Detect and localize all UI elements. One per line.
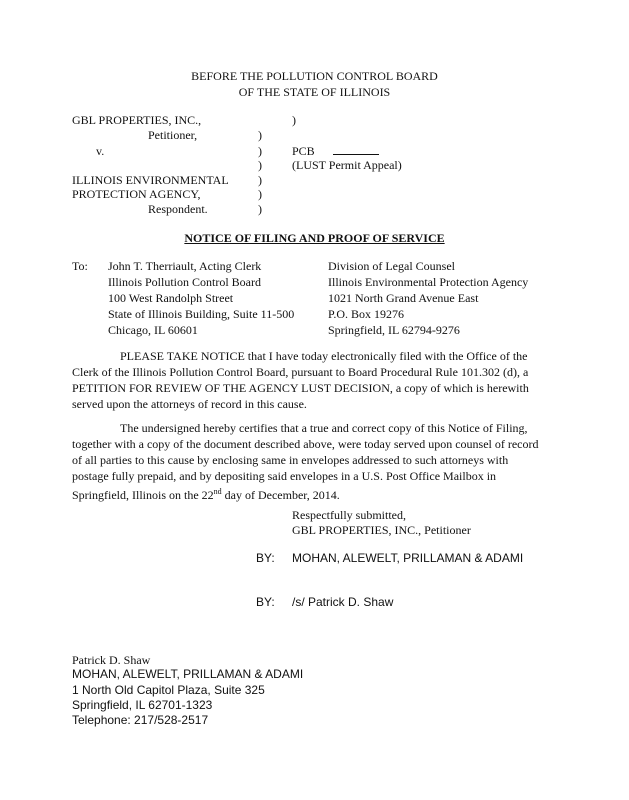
case-number-blank (333, 143, 379, 155)
court-name: BEFORE THE POLLUTION CONTROL BOARD (191, 69, 438, 83)
petitioner-role: Petitioner, (148, 128, 198, 142)
addressee-left-1: John T. Therriault, Acting Clerk (108, 259, 262, 273)
addressee-left-3: 100 West Randolph Street (108, 291, 234, 305)
caption-paren: ) (258, 173, 262, 187)
addressee-left-4: State of Illinois Building, Suite 11-500 (108, 307, 295, 321)
attorney-phone: Telephone: 217/528-2517 (72, 713, 209, 727)
addressee-right-1: Division of Legal Counsel (328, 259, 455, 273)
attorney-city: Springfield, IL 62701-1323 (72, 698, 213, 712)
versus: v. (96, 144, 105, 158)
addressee-right-4: P.O. Box 19276 (328, 307, 405, 321)
caption-paren: ) (258, 187, 262, 201)
by-label-2: BY: (256, 595, 275, 609)
notice-line-2: Clerk of the Illinois Pollution Control Board, pursuant to Board Procedural Rule 101.302 (d), a (72, 365, 529, 379)
certify-line-4: postage fully prepaid, and by depositing said envelopes in a U.S. Post Office Mailbox in (72, 469, 497, 483)
firm-name: MOHAN, ALEWELT, PRILLAMAN & ADAMI (292, 551, 524, 565)
to-label: To: (72, 259, 88, 273)
respondent-line2: PROTECTION AGENCY, (72, 187, 201, 201)
addressee-left-2: Illinois Pollution Control Board (108, 275, 262, 289)
caption-paren: ) (258, 128, 262, 142)
caption-paren: ) (292, 113, 296, 127)
respondent-role: Respondent. (148, 202, 208, 216)
closing: Respectfully submitted, (292, 508, 406, 522)
petitioner-name: GBL PROPERTIES, INC., (72, 113, 202, 127)
court-state: OF THE STATE OF ILLINOIS (238, 85, 391, 99)
case-type: (LUST Permit Appeal) (292, 158, 402, 172)
notice-line-3: PETITION FOR REVIEW OF THE AGENCY LUST DECISION, a copy of which is herewith (72, 381, 529, 395)
attorney-firm: MOHAN, ALEWELT, PRILLAMAN & ADAMI (72, 667, 304, 681)
certify-line-1: The undersigned hereby certifies that a true and correct copy of this Notice of Filing, (120, 421, 528, 435)
certify-line-3: of all parties to this cause by enclosing same in envelopes addressed to such attorneys with (72, 453, 509, 467)
addressee-right-5: Springfield, IL 62794-9276 (328, 323, 460, 337)
signing-party: GBL PROPERTIES, INC., Petitioner (292, 523, 471, 537)
addressee-right-3: 1021 North Grand Avenue East (328, 291, 479, 305)
case-label: PCB (292, 144, 315, 158)
document-title: NOTICE OF FILING AND PROOF OF SERVICE (184, 231, 445, 245)
respondent-line1: ILLINOIS ENVIRONMENTAL (72, 173, 229, 187)
notice-line-4: served upon the attorneys of record in this cause. (72, 397, 307, 411)
by-label: BY: (256, 551, 275, 565)
addressee-right-2: Illinois Environmental Protection Agency (328, 275, 529, 289)
caption-paren: ) (258, 158, 262, 172)
certify-line-2: together with a copy of the document described above, were today served upon counsel of record (72, 437, 539, 451)
certify-line-5: Springfield, Illinois on the 22nd day of December, 2014. (72, 487, 340, 502)
notice-line-1: PLEASE TAKE NOTICE that I have today electronically filed with the Office of the (120, 349, 528, 363)
addressee-left-5: Chicago, IL 60601 (108, 323, 198, 337)
attorney-address: 1 North Old Capitol Plaza, Suite 325 (72, 683, 265, 697)
caption-paren: ) (258, 144, 262, 158)
caption-paren: ) (258, 202, 262, 216)
attorney-name: Patrick D. Shaw (72, 653, 151, 667)
e-signature: /s/ Patrick D. Shaw (292, 595, 394, 609)
